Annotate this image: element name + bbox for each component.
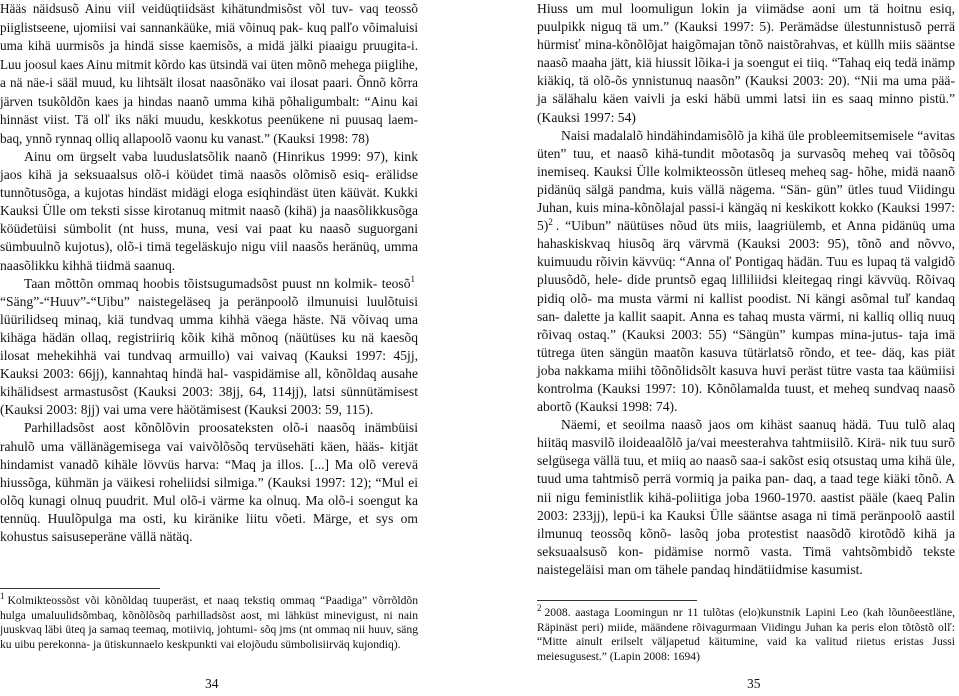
left-paragraph-1: Ainu om ürgselt vaba luuduslatsõlik naanõ (Hinrikus 1999: 97), kink jaos kihä ja seksuaalsus olõ-i köüdet timä naasõs olõmisõ esiq- erälidse tunnõtusõga, a kujotas hindäst midägi eloga esiqhindäst üten käüvät. Kukki Kauksi Ülle om teksti sisse kirotanuq mitmit naasõ (kihä) ja naasõlikkusõga köüdetüisi sümbolit (nt huss, muna, vesi vai paat ku naasõ suguorgani sümbuulnõ kujotus), olõ-i timä tegeläskujo nigu viil naasõs heränüq, umma naasõlikku kihhä tiidmä saanuq. xyxy=(0,149,418,273)
left-paragraph-2-start: Taan mõttõn ommaq hoobis tõistsugumadsõst puust nn kolmik- teosõ xyxy=(24,275,411,291)
right-text-column xyxy=(537,0,955,579)
right-footnote xyxy=(537,603,955,664)
right-paragraph-2-rest: . “Uibun” näütüses nõud üts miis, laagriülemb, et Anna pidänüq uma hahaskiskvaq hiusõq ärq värvmä (Kauksi 2003: 95), tõnõ and nõvvo, kuimuudu rõivin kävvüq: “Anna oľ Pontigaq hädän. Tuu es lupaq tä valgidõ pluusõdõ, hele- dide pruntsõ egaq lilliliidsi kleitegaq ringi kävvüq. Rõivaq pidiq olõ- ma musta värmi ni kallist poodist. Ni kängi asõmal tuľ kandaq san- dalette ja kallit saapit. Anna es tahaq musta värmi, ni kalliq olliq nuuq rõivaq ostaq.” (Kauksi 2003: 55) “Sängün” kumpas mina-jutus- taja imä tütrega üten sängün maatõn kasuva tütärlatsõ rõndo, et tee- däq, kas piät joba nakkama miihi tõõnõlidsõlt kasuva huvi peräst tütre vasta taa käümiisi kontrolma (Kauksi 1997: 10). Kõnõlamalda tuust, et meheq sundvaq naasõ abortõ (Kauksi 1998: 74). xyxy=(537,218,955,415)
left-paragraph-2 xyxy=(0,275,418,420)
footnote-2-number: 2 xyxy=(537,603,542,614)
left-paragraph-3: Parhilladsõst aost kõnõlõvin proosateksten olõ-i naasõq inämbüisi rahulõ uma vällänägemisega vai vaivõlõsõq tervüsehäti käen, hääs- kitjät hindamist vanadõ kihäle lövvüs harva: “Maq ja illos. [...] Ma olõ verevä hiussõga, kühmän ja väikesi roheliidsi silmiga.” (Kauksi 1997: 12); “Mul ei olõq kunagi olnuq puudrit. Mul olõ-i värme ka olnuq. Ma olõ-i soengut ka tennüq. Huulõpulga ma osti, ku kiränike liitu võeti. Märge, et sys om kohustus saisuseperäne vällä nätäq. xyxy=(0,420,418,544)
right-paragraph-2 xyxy=(537,127,955,417)
footnote-2-text: 2008. aastaga Loomingun nr 11 tulõtas (elo)kunstnik Lapini Leo (kah lõunõeestläne, Räpinäst peri) miide, määndene rõivagurmaan Viidingu Juhan ka peris elon tõtõstõ olľ: “Mitte ainult erilselt väljapetud käitumine, vaid ka valitud riietus eristas Jussi meiesugusest.” (Lapin 2008: 1694) xyxy=(537,606,955,663)
footnote-ref-2[interactable]: 2 xyxy=(548,216,553,227)
footnote-ref-1[interactable]: 1 xyxy=(410,274,415,285)
left-footnote xyxy=(0,591,418,652)
left-quote-block: Hääs näidsusõ Ainu viil veidüqtiidsäst kihätundmisõst võl tuv- vaq teossõ piiglistseene, ujomiisi vai sannankäüke, miä võinuq pak- kuq palľo võimaluisi uma kihä uurmisõs ja hindä sisse kaemisõs, a midä jälki piaaigu pruugita-i. Luu joosul kaes Ainu mitmit kõrdo kas ütsindä vai üten mõnõ mehega piiglihe, a nä näe-i sääl muud, ku lihtsält ilosat naasõnäko vai ilosat paari. Õnnõ kõrra järven tsukõldõn kaes ja hindas naanõ umma kihä põhaligumbalt: “Ainu kai hinnäst viist. Tä olľ iks näki muudu, keskkotus peenükene ni puusaq laem- baq, ynnõ rynnaq olliq allapoolõ vaonu ku vanast.” (Kauksi 1998: 78) xyxy=(0,1,418,146)
left-paragraph-2-rest: “Säng”-“Huuv”-“Uibu” naistegeläseq ja peränpoolõ ilmunuisi luulõtuisi lüürilidseq minaq, kiä tundvaq umma kihhä väega häste. Nä võivaq uma kihäga hädän ollaq, registriiriq kõik kihä mõnoq (näütüses ku nä kaesõq ilosat mehekihhä vai tundvaq armuillo) vai vaivaq (Kauksi 1997: 45jj, Kauksi 2003: 66jj), kannahtaq hindä hal- vaspidämise all, kõnõldaq ausahe kihälidsest armastusõst (Kauksi 2003: 38jj, 64, 114jj), latsi sünnütämisest (Kauksi 2003: 8jj) vai uma vere häötämisest (Kauksi 2003: 59, 115). xyxy=(0,293,418,418)
right-paragraph-3: Näemi, et seoilma naasõ jaos om kihäst saanuq hädä. Tuu tulõ alaq hiitäq masvilõ iloideaalõlõ ja/vai meesterahva tahtmiisilõ. Kirä- nik tuu surõ selgüsega vällä tuu, et miiq ao naasõ saa-i sakõst esiq otsustaq uma kihä üle, tuud uma tahtmisõ perrä vormiq ja paika pan- daq, a taad tege kiäki tõnõ. A nii nigu feministlik kihä-poliitiga joba 1960-1970. aastist pääle (kaeq Palin 2003: 233jj), lepü-i ka Kauksi Ülle sääntse asaga ni timä peränpoolõ aastil ilmunuq teossõq kõnõ- lasõq joba protestist naasõdõ kirotõdõ kihä ja seksuaalsusõ kon- pidämise normõ vasta. Timä vahtsõmbidõ tekste naistegeläisi man om tähele pandaq hindätiidmise kasumist. xyxy=(537,417,955,577)
left-page-number: 34 xyxy=(205,676,219,691)
left-page xyxy=(0,0,460,696)
left-text-column xyxy=(0,0,418,546)
right-page xyxy=(497,0,959,696)
left-footnote-rule xyxy=(0,588,160,589)
footnote-1-text: Kolmikteossõst või kõnõldaq tuuperäst, et naaq tekstiq ommaq “Paadiga” võrrõldõn hulga umaluulidsõmbaq, kõnõlõsõq parhilladsõst aost, mi lähküst minevigust, ni nain juuskvaq läbi üteq ja samaq teemaq, motiiviq, johtumi- sõq jms (nt ommaq nii huuv, säng ku uibu perekonna- ja ütiskunnaelo keskpunkti vai elojõudu sümbolisiirväq kujondiq). xyxy=(0,594,418,651)
right-footnote-rule xyxy=(537,600,697,601)
right-paragraph-1: Hiuss um mul loomuligun lokin ja viimädse aoni um tä hoitnu esiq, puulpikk niguq tä um.” (Kauksi 1997: 5). Perämädse ülestunnistusõ perrä hürmisť mina-kõnõlõjat haigõmajan tõnõ naistõrahvas, et küllh miis sääntse naasõ maaha jätt, kiä hiussit lõika-i ja soengut ei tiiq. “Tahaq eiq tedä inämp kiäkiq, tä olõ-õs ynnistunuq naasõn” (Kauksi 2003: 20). “Nii ma uma pää- ja sälähalu käen vaivli ja eski häbü ummi latsi iin es saaq minno pistü.” (Kauksi 1997: 54) xyxy=(537,1,955,125)
footnote-1-number: 1 xyxy=(0,591,5,602)
right-paragraph-2-start: Naisi madalalõ hindähindamisõlõ ja kihä üle probleemitsemisele “avitas üten” tuu, et naasõ kihä-tundit mõotasõq ja survasõq meheq vai tõõsõq inemiseq. Kauksi Ülle kolmikteossõn ütleseq meheq sag- hõhe, midä naanõ pidänüq sälgä pandma, kuis vällä nägema. “Sän- gün” ütles tuud Viidingu Juhan, kuis mina-kõnõlajal passi-i kängäq ni keskikott kokko (Kauksi 1997: 5) xyxy=(537,127,955,234)
right-page-number: 35 xyxy=(747,676,761,691)
